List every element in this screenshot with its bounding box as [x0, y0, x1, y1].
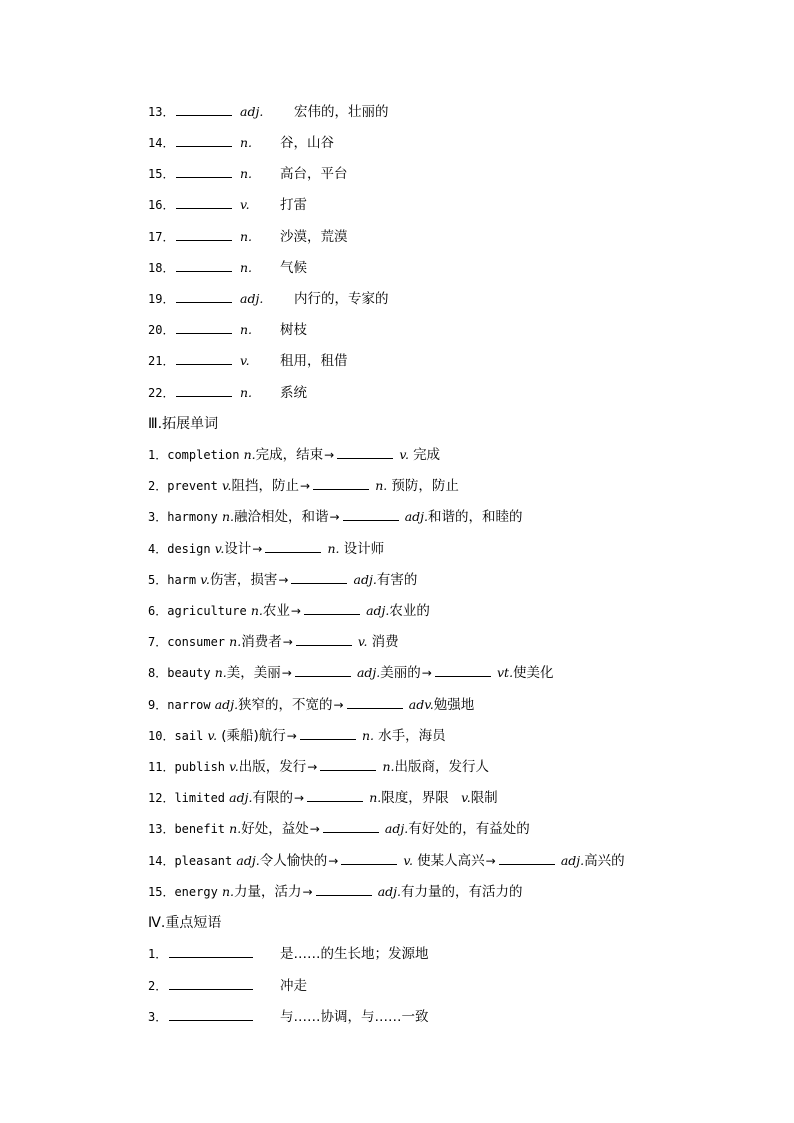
- meaning: 出版，发行: [238, 759, 307, 775]
- vocab-item-15: [148, 164, 348, 184]
- arrow-icon: →: [290, 604, 301, 618]
- answer-blank[interactable]: [337, 445, 393, 459]
- expand-item-6: [148, 601, 430, 621]
- arrow-icon: →: [302, 885, 313, 899]
- part-of-speech: n.: [375, 478, 388, 493]
- answer-blank[interactable]: [176, 289, 232, 303]
- vocab-item-21: [148, 351, 348, 371]
- meaning: 美，美丽: [226, 665, 281, 681]
- arrow-icon: →: [329, 510, 340, 524]
- part-of-speech: adj.: [353, 572, 377, 587]
- meaning: 美丽的: [380, 665, 421, 681]
- part-of-speech: v.: [229, 759, 239, 774]
- answer-blank[interactable]: [176, 133, 232, 147]
- expand-item-14: [148, 851, 625, 871]
- expand-item-7: [148, 632, 399, 652]
- answer-blank[interactable]: [169, 944, 253, 958]
- answer-blank[interactable]: [176, 258, 232, 272]
- part-of-speech: n.: [361, 728, 374, 743]
- word: harm: [167, 573, 197, 587]
- meaning: 气候: [280, 260, 307, 276]
- phrase-item-2: [148, 976, 307, 996]
- item-number: 9．: [148, 698, 168, 712]
- expand-item-5: [148, 570, 417, 590]
- vocab-item-19: [148, 289, 389, 309]
- item-number: 1．: [148, 448, 168, 462]
- part-of-speech: v.: [240, 197, 250, 212]
- expand-item-9: [148, 695, 474, 715]
- item-number: 18．: [148, 261, 175, 275]
- meaning: 设计师: [343, 541, 385, 557]
- meaning: 狭窄的，不宽的: [238, 697, 333, 713]
- part-of-speech: n.: [382, 759, 395, 774]
- answer-blank[interactable]: [304, 601, 360, 615]
- word: agriculture: [167, 604, 247, 618]
- meaning: 沙漠，荒漠: [280, 229, 348, 245]
- meaning: 阻挡，防止: [231, 478, 300, 494]
- arrow-icon: →: [300, 479, 311, 493]
- vocab-item-22: [148, 383, 307, 403]
- arrow-icon: →: [282, 635, 293, 649]
- arrow-icon: →: [293, 791, 305, 805]
- part-of-speech: v.: [214, 541, 225, 556]
- answer-blank[interactable]: [316, 882, 372, 896]
- item-number: 2．: [148, 479, 168, 493]
- item-number: 15．: [148, 885, 175, 899]
- meaning: 使美化: [513, 665, 554, 681]
- section-heading-expand-words: Ⅲ.拓展单词: [148, 416, 219, 432]
- meaning: 宏伟的，壮丽的: [294, 104, 389, 120]
- answer-blank[interactable]: [176, 351, 232, 365]
- section-heading-key-phrases: Ⅳ.重点短语: [148, 915, 222, 931]
- word: benefit: [174, 822, 226, 836]
- answer-blank[interactable]: [307, 788, 363, 802]
- item-number: 16．: [148, 198, 175, 212]
- meaning: 好处，益处: [241, 821, 309, 837]
- word: publish: [174, 760, 226, 774]
- item-number: 13．: [148, 822, 175, 836]
- vocab-item-16: [148, 195, 307, 215]
- item-number: 14．: [148, 854, 175, 868]
- part-of-speech: n.: [229, 821, 242, 836]
- part-of-speech: n.: [229, 634, 242, 649]
- part-of-speech: v.: [461, 790, 471, 805]
- meaning: 力量，活力: [233, 884, 302, 900]
- meaning: 租用，租借: [280, 353, 348, 369]
- part-of-speech: adj.: [377, 884, 401, 899]
- part-of-speech: adv.: [408, 697, 434, 712]
- answer-blank[interactable]: [169, 976, 253, 990]
- meaning: 是……的生长地；发源地: [280, 946, 429, 962]
- item-number: 22．: [148, 386, 175, 400]
- meaning: 和谐的，和睦的: [428, 509, 523, 525]
- meaning: 完成: [413, 447, 441, 463]
- item-number: 20．: [148, 323, 175, 337]
- vocab-item-18: [148, 258, 307, 278]
- part-of-speech: adj.: [366, 603, 390, 618]
- arrow-icon: →: [421, 666, 432, 680]
- answer-blank[interactable]: [347, 695, 403, 709]
- meaning: 设计: [224, 541, 252, 557]
- meaning: 有好处的，有益处的: [408, 821, 530, 837]
- item-number: 11．: [148, 760, 175, 774]
- meaning: 令人愉快的: [259, 853, 328, 869]
- word: prevent: [167, 479, 218, 493]
- arrow-icon: →: [324, 448, 335, 462]
- arrow-icon: →: [309, 822, 320, 836]
- meaning: 使某人高兴: [417, 853, 485, 869]
- part-of-speech: adj.: [560, 853, 585, 868]
- word: energy: [174, 885, 218, 899]
- meaning: 树枝: [280, 322, 307, 338]
- item-number: 6．: [148, 604, 168, 618]
- meaning: 打雷: [280, 197, 307, 213]
- part-of-speech: n.: [240, 322, 253, 337]
- item-number: 19．: [148, 292, 175, 306]
- word: sail: [174, 729, 204, 743]
- part-of-speech: adj.: [404, 509, 428, 524]
- answer-blank[interactable]: [313, 476, 369, 490]
- answer-blank[interactable]: [300, 726, 356, 740]
- part-of-speech: n.: [240, 260, 253, 275]
- word: harmony: [167, 510, 218, 524]
- expand-item-4: [148, 539, 384, 559]
- item-number: 5．: [148, 573, 168, 587]
- answer-blank[interactable]: [176, 195, 232, 209]
- item-number: 15．: [148, 167, 175, 181]
- part-of-speech: n.: [221, 509, 234, 524]
- meaning: 勉强地: [433, 697, 475, 713]
- part-of-speech: v.: [357, 634, 368, 649]
- meaning: 限制: [470, 790, 498, 806]
- expand-item-8: [148, 663, 554, 683]
- part-of-speech: n.: [214, 665, 227, 680]
- part-of-speech: n.: [369, 790, 382, 805]
- meaning: 高兴的: [584, 853, 625, 869]
- meaning: 消费: [371, 634, 399, 650]
- arrow-icon: →: [281, 666, 292, 680]
- item-number: 17．: [148, 230, 175, 244]
- part-of-speech: adj.: [356, 665, 381, 680]
- phrase-item-1: [148, 944, 429, 964]
- meaning: 水手，海员: [378, 728, 446, 744]
- expand-item-2: [148, 476, 459, 496]
- meaning: 消费者: [241, 634, 282, 650]
- arrow-icon: →: [286, 729, 297, 743]
- vocab-item-14: [148, 133, 334, 153]
- part-of-speech: adj.: [236, 853, 260, 868]
- part-of-speech: adj.: [214, 697, 239, 712]
- word: limited: [174, 791, 226, 805]
- meaning: 内行的，专家的: [294, 291, 389, 307]
- expand-item-15: [148, 882, 523, 902]
- meaning: 高台，平台: [280, 166, 348, 182]
- item-number: 10．: [148, 729, 175, 743]
- part-of-speech: adj.: [240, 104, 264, 119]
- word: consumer: [167, 635, 226, 649]
- part-of-speech: v.: [207, 728, 218, 743]
- word: design: [167, 542, 211, 556]
- meaning: 谷，山谷: [280, 135, 334, 151]
- meaning: 出版商，发行人: [394, 759, 489, 775]
- word: pleasant: [174, 854, 233, 868]
- meaning: 与……协调，与……一致: [280, 1009, 429, 1025]
- meaning: 限度，界限: [381, 790, 449, 806]
- answer-blank[interactable]: [176, 164, 232, 178]
- expand-item-1: [148, 445, 440, 465]
- part-of-speech: v.: [403, 853, 413, 868]
- item-number: 1．: [148, 947, 168, 961]
- part-of-speech: v.: [399, 447, 409, 462]
- vocab-item-20: [148, 320, 307, 340]
- part-of-speech: v.: [221, 478, 232, 493]
- answer-blank[interactable]: [343, 507, 399, 521]
- arrow-icon: →: [333, 698, 344, 712]
- arrow-icon: →: [307, 760, 318, 774]
- meaning: 完成，结束: [255, 447, 324, 463]
- meaning: 预防，防止: [391, 478, 459, 494]
- item-number: 4．: [148, 542, 168, 556]
- arrow-icon: →: [278, 573, 289, 587]
- item-number: 12．: [148, 791, 175, 805]
- expand-item-12: [148, 788, 498, 808]
- item-number: 7．: [148, 635, 168, 649]
- answer-blank[interactable]: [176, 227, 232, 241]
- part-of-speech: n.: [327, 541, 340, 556]
- item-number: 3．: [148, 1010, 168, 1024]
- answer-blank[interactable]: [320, 757, 376, 771]
- answer-blank[interactable]: [176, 320, 232, 334]
- part-of-speech: n.: [240, 135, 253, 150]
- expand-item-13: [148, 819, 530, 839]
- item-number: 2．: [148, 979, 168, 993]
- part-of-speech: v.: [240, 353, 250, 368]
- answer-blank[interactable]: [169, 1007, 253, 1021]
- answer-blank[interactable]: [295, 663, 351, 677]
- part-of-speech: adj.: [384, 821, 409, 836]
- answer-blank[interactable]: [296, 632, 352, 646]
- part-of-speech: vt.: [496, 665, 514, 680]
- vocab-item-13: [148, 102, 389, 122]
- arrow-icon: →: [485, 854, 496, 868]
- part-of-speech: n.: [240, 166, 253, 181]
- arrow-icon: →: [252, 542, 263, 556]
- answer-blank[interactable]: [341, 851, 397, 865]
- meaning: 融洽相处，和谐: [233, 509, 329, 525]
- expand-item-10: [148, 726, 446, 746]
- item-number: 8．: [148, 666, 168, 680]
- part-of-speech: n.: [240, 229, 253, 244]
- meaning: 农业: [262, 603, 290, 619]
- part-of-speech: n.: [221, 884, 234, 899]
- meaning: 有限的: [252, 790, 293, 806]
- expand-item-3: [148, 507, 523, 527]
- part-of-speech: v.: [200, 572, 210, 587]
- item-number: 14．: [148, 136, 175, 150]
- phrase-item-3: [148, 1007, 429, 1027]
- meaning: 伤害，损害: [209, 572, 278, 588]
- part-of-speech: n.: [250, 603, 263, 618]
- meaning: 有害的: [376, 572, 418, 588]
- answer-blank[interactable]: [323, 819, 379, 833]
- expand-item-11: [148, 757, 489, 777]
- meaning: 系统: [280, 385, 307, 401]
- arrow-icon: →: [328, 854, 339, 868]
- meaning: 有力量的，有活力的: [401, 884, 523, 900]
- meaning: 冲走: [280, 978, 307, 994]
- answer-blank[interactable]: [435, 663, 491, 677]
- answer-blank[interactable]: [176, 102, 232, 116]
- part-of-speech: adj.: [229, 790, 253, 805]
- part-of-speech: n.: [240, 385, 253, 400]
- word: beauty: [167, 666, 211, 680]
- part-of-speech: adj.: [240, 291, 264, 306]
- item-number: 21．: [148, 354, 175, 368]
- item-number: 3．: [148, 510, 168, 524]
- item-number: 13．: [148, 105, 175, 119]
- part-of-speech: n.: [243, 447, 256, 462]
- word: completion: [167, 448, 240, 462]
- answer-blank[interactable]: [176, 383, 232, 397]
- word: narrow: [167, 698, 211, 712]
- vocab-item-17: [148, 227, 348, 247]
- meaning: (乘船)航行: [221, 728, 286, 744]
- answer-blank[interactable]: [499, 851, 555, 865]
- answer-blank[interactable]: [291, 570, 347, 584]
- meaning: 农业的: [389, 603, 430, 619]
- answer-blank[interactable]: [265, 539, 321, 553]
